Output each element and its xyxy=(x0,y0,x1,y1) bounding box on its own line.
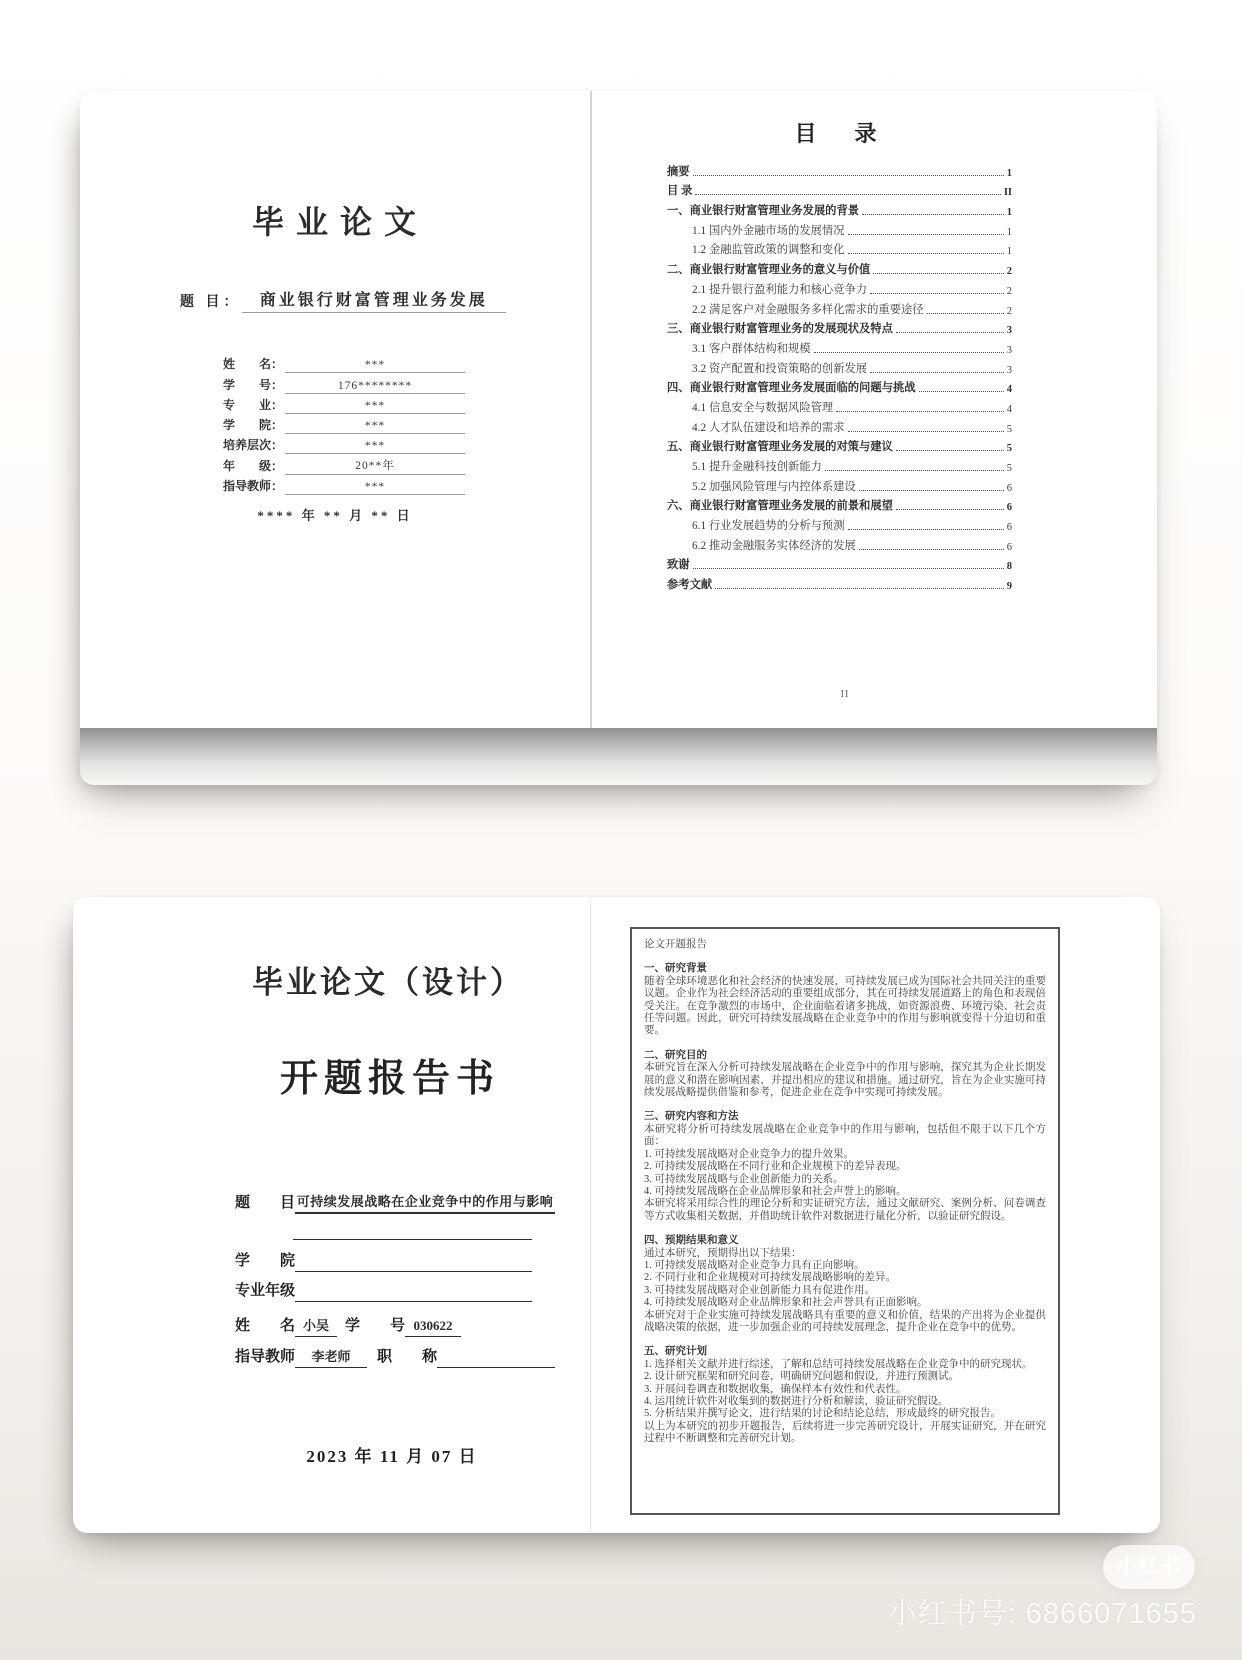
proposal-text-line: 3. 开展问卷调查和数据收集，确保样本有效性和代表性。 xyxy=(644,1383,907,1395)
toc-entry-page: 1 xyxy=(1006,207,1012,219)
toc-entry xyxy=(667,239,1012,259)
proposal-topic-row xyxy=(235,1190,555,1214)
toc-entry-page: 5 xyxy=(1006,423,1012,435)
proposal-text-line: 2. 设计研究框架和研究问卷，明确研究问题和假设，并进行预测试。 xyxy=(644,1371,959,1383)
toc-entry xyxy=(667,495,1012,515)
toc-entry-page: 2 xyxy=(1006,266,1012,278)
toc-dot-leader xyxy=(848,529,1004,530)
page-bottom-shadow xyxy=(80,728,1157,785)
field-label: 指导教师： xyxy=(223,479,284,494)
toc-entry-text: 6.1 行业发展趋势的分析与预测 xyxy=(692,520,845,533)
thesis-topic-value: 商业银行财富管理业务发展 xyxy=(242,287,507,313)
toc-entry-page: 2 xyxy=(1006,305,1012,317)
toc-entry-page: 8 xyxy=(1006,561,1012,573)
toc-dot-leader xyxy=(873,273,1003,274)
toc-dot-leader xyxy=(896,332,1004,333)
proposal-text-line: 4. 可持续发展战略对企业品牌形象和社会声誉具有正面影响。 xyxy=(644,1297,928,1309)
student-id-value: 030622 xyxy=(405,1318,461,1337)
toc-entry-page: 6 xyxy=(1006,522,1012,534)
proposal-text-line: 以上为本研究的初步开题报告，后续将进一步完善研究设计，开展实证研究，并在研究过程中不断调整和完善研究计划。 xyxy=(644,1420,1046,1445)
proposal-text-line: 4. 可持续发展战略在企业品牌形象和社会声誉上的影响。 xyxy=(644,1185,907,1197)
toc-entry xyxy=(667,377,1012,397)
toc-entry xyxy=(667,318,1012,338)
toc-dot-leader xyxy=(836,411,1004,412)
toc-title: 目 录 xyxy=(794,121,885,146)
school-blank-line xyxy=(295,1271,532,1272)
toc-entry-page: 5 xyxy=(1006,463,1012,474)
proposal-topic-value: 可持续发展战略在企业竞争中的作用与影响 xyxy=(295,1191,555,1214)
proposal-major-row xyxy=(235,1281,532,1302)
field-label: 培养层次： xyxy=(223,438,284,453)
proposal-text-line: 本研究将采用综合性的理论分析和实证研究方法，通过文献研究、案例分析、问卷调查等方式收集相关数据，并借助统计软件对数据进行量化分析，以验证研究假设。 xyxy=(644,1198,1046,1222)
page-divider xyxy=(590,91,592,728)
toc-entry-text: 参考文献 xyxy=(667,579,713,592)
thesis-document-panel xyxy=(80,91,1157,785)
proposal-date-line: 2023 年 11 月 07 日 xyxy=(306,1447,478,1466)
toc-entry xyxy=(667,219,1012,239)
thesis-cover-fields xyxy=(223,353,469,495)
toc-entry-page: 1 xyxy=(1006,167,1012,179)
toc-entry xyxy=(667,337,1012,357)
toc-dot-leader xyxy=(927,313,1004,314)
toc-entry xyxy=(667,396,1012,416)
proposal-text-line: 1. 可持续发展战略对企业竞争力的提升效果。 xyxy=(644,1148,854,1160)
toc-dot-leader xyxy=(693,568,1004,569)
proposal-name-row xyxy=(235,1316,555,1337)
toc-entry-text: 2.2 满足客户对金融服务多样化需求的重要途径 xyxy=(692,303,924,316)
toc-entry-text: 四、商业银行财富管理业务发展面临的问题与挑战 xyxy=(667,382,916,395)
proposal-text-box xyxy=(630,927,1060,1515)
name-value: 小吴 xyxy=(295,1315,337,1337)
toc-entry-text: 三、商业银行财富管理业务的发展现状及特点 xyxy=(667,323,893,336)
toc-entry xyxy=(667,475,1012,495)
proposal-title-line2: 开题报告书 xyxy=(279,1058,500,1100)
field-value: *** xyxy=(285,481,465,495)
thesis-cover-field-row xyxy=(223,414,469,434)
proposal-text-line: 四、预期结果和意义 xyxy=(644,1235,739,1247)
toc-entry-text: 3.2 资产配置和投资策略的创新发展 xyxy=(692,362,868,375)
toc-entry xyxy=(667,514,1012,534)
rank-label: 职 称 xyxy=(377,1349,438,1365)
field-label: 学 院： xyxy=(223,418,284,433)
toc-entry-page: 9 xyxy=(1006,581,1012,593)
advisor-label: 指导教师 xyxy=(235,1349,296,1365)
toc-entry xyxy=(667,258,1012,278)
field-label: 专 业： xyxy=(223,397,284,412)
toc-entry-text: 1.1 国内外金融市场的发展情况 xyxy=(692,224,845,237)
thesis-cover-field-row xyxy=(223,394,469,414)
toc-entry-page: 5 xyxy=(1006,443,1012,455)
toc-entry-page: II xyxy=(1003,187,1012,199)
toc-entry-page: 4 xyxy=(1006,384,1012,396)
toc-dot-leader xyxy=(896,450,1004,451)
toc-entry-page: 3 xyxy=(1006,344,1012,356)
toc-entry-text: 6.2 推动金融服务实体经济的发展 xyxy=(692,539,856,552)
toc-dot-leader xyxy=(870,372,1004,373)
toc-list xyxy=(667,160,1012,593)
proposal-text-line: 1. 选择相关文献并进行综述，了解和总结可持续发展战略在企业竞争中的研究现状。 xyxy=(644,1358,1033,1370)
toc-entry-page: 3 xyxy=(1006,325,1012,337)
major-blank-line xyxy=(295,1301,532,1302)
toc-entry-page: 4 xyxy=(1006,403,1012,415)
thesis-cover-field-row xyxy=(223,434,469,454)
proposal-text-line: 二、研究目的 xyxy=(644,1049,707,1061)
toc-entry-text: 五、商业银行财富管理业务发展的对策与建议 xyxy=(667,441,893,454)
toc-entry xyxy=(667,278,1012,298)
proposal-school-row xyxy=(235,1251,532,1272)
toc-dot-leader xyxy=(848,234,1004,235)
toc-entry xyxy=(667,534,1012,554)
field-label: 学 号： xyxy=(223,377,284,392)
proposal-topic-underline-2 xyxy=(293,1239,532,1240)
toc-entry xyxy=(667,160,1012,180)
proposal-text-line: 论文开题报告 xyxy=(644,939,707,950)
toc-entry-text: 2.1 提升银行盈利能力和核心竞争力 xyxy=(692,283,868,296)
toc-entry-page: 1 xyxy=(1006,246,1012,258)
toc-dot-leader xyxy=(919,391,1004,392)
proposal-topic-label: 题 目 xyxy=(235,1195,296,1211)
proposal-text-line: 随着全球环境恶化和社会经济的快速发展，可持续发展已成为国际社会共同关注的重要议题。企业作为社会经济活动的重要组成部分，其在可持续发展道路上的角色和表现倍受关注。在竞争激烈的市场中，企业面临着诸多挑战，如资源浪费、环境污染、社会责任等问题。因此，研究可持续发展战略在企业竞争中的作用与影响就变得十分迫切和重要。 xyxy=(644,975,1046,1037)
toc-entry-page: 1 xyxy=(1006,226,1012,238)
page-divider xyxy=(590,897,591,1533)
toc-entry xyxy=(667,357,1012,377)
toc-entry-page: 3 xyxy=(1006,364,1012,376)
xiaohongshu-badge: 小红书 xyxy=(1103,1545,1195,1589)
xiaohongshu-account-watermark: 小红书号: 6866071655 xyxy=(887,1598,1197,1630)
thesis-cover-field-row xyxy=(223,373,469,393)
field-value: *** xyxy=(285,420,465,434)
thesis-cover-field-row xyxy=(223,475,469,495)
toc-dot-leader xyxy=(695,194,1000,195)
field-value: 176******** xyxy=(285,380,465,394)
toc-entry-text: 目 录 xyxy=(667,185,693,198)
thesis-cover-field-row xyxy=(223,454,469,474)
toc-entry-text: 4.1 信息安全与数据风险管理 xyxy=(692,401,834,414)
proposal-document-panel xyxy=(73,897,1160,1533)
school-label: 学 院 xyxy=(235,1253,296,1269)
thesis-topic-label: 题 目： xyxy=(180,295,242,310)
field-value: *** xyxy=(285,359,465,373)
proposal-text-line: 五、研究计划 xyxy=(644,1346,707,1358)
proposal-text-line: 5. 分析结果并撰写论文，进行结果的讨论和结论总结，形成最终的研究报告。 xyxy=(644,1408,1001,1420)
toc-dot-leader xyxy=(859,490,1004,491)
field-label: 年 级： xyxy=(223,458,284,473)
proposal-text-line: 本研究旨在深入分析可持续发展战略在企业竞争中的作用与影响，探究其为企业长期发展的意义和潜在影响因素，并提出相应的建议和措施。通过研究，旨在为企业实施可持续发展战略提供借鉴和参考，促进企业在竞争中实现可持续发展。 xyxy=(644,1062,1046,1099)
toc-page-number: II xyxy=(840,689,850,700)
toc-entry xyxy=(667,298,1012,318)
toc-entry xyxy=(667,554,1012,574)
toc-entry-text: 1.2 金融监管政策的调整和变化 xyxy=(692,244,845,257)
field-value: 20**年 xyxy=(285,457,465,475)
proposal-text-line: 2. 可持续发展战略在不同行业和企业规模下的差异表现。 xyxy=(644,1161,907,1173)
rank-blank-line xyxy=(437,1367,555,1368)
proposal-text-line: 本研究将分析可持续发展战略在企业竞争中的作用与影响，包括但不限于以下几个方面： xyxy=(644,1123,1046,1148)
name-label: 姓 名 xyxy=(235,1318,296,1334)
toc-dot-leader xyxy=(870,293,1004,294)
toc-entry-text: 致谢 xyxy=(667,559,690,572)
toc-entry-page: 2 xyxy=(1006,285,1012,297)
thesis-cover-field-row xyxy=(223,353,469,373)
toc-entry xyxy=(667,199,1012,219)
proposal-text-line: 3. 可持续发展战略与企业创新能力的关系。 xyxy=(644,1173,844,1185)
toc-dot-leader xyxy=(859,549,1004,550)
thesis-date-line: **** 年 ** 月 ** 日 xyxy=(257,508,413,523)
major-grade-label: 专业年级 xyxy=(235,1283,296,1299)
toc-entry-text: 摘要 xyxy=(667,165,690,178)
toc-entry xyxy=(667,180,1012,200)
toc-entry xyxy=(667,436,1012,456)
proposal-title-line1: 毕业论文（设计） xyxy=(252,965,524,1000)
student-id-label: 学 号 xyxy=(345,1318,406,1334)
toc-entry-text: 4.2 人才队伍建设和培养的需求 xyxy=(692,421,845,434)
toc-dot-leader xyxy=(848,431,1004,432)
toc-entry-page: 6 xyxy=(1006,502,1012,514)
field-value: *** xyxy=(285,400,465,414)
field-label: 姓 名： xyxy=(223,357,284,372)
proposal-text-line: 本研究对于企业实施可持续发展战略具有重要的意义和价值，结果的产出将为企业提供战略决策的依据，进一步加强企业的可持续发展理念，提升企业在竞争中的优势。 xyxy=(644,1309,1046,1333)
proposal-advisor-row xyxy=(235,1347,555,1368)
advisor-value: 李老师 xyxy=(295,1346,367,1368)
toc-dot-leader xyxy=(715,588,1004,589)
toc-entry-page: 6 xyxy=(1006,541,1012,553)
toc-dot-leader xyxy=(896,509,1004,510)
toc-entry xyxy=(667,573,1012,593)
toc-dot-leader xyxy=(693,175,1004,176)
proposal-text-line: 1. 可持续发展战略对企业竞争力具有正向影响。 xyxy=(644,1259,865,1271)
proposal-text-line: 3. 可持续发展战略对企业创新能力具有促进作用。 xyxy=(644,1284,875,1296)
proposal-text-line: 一、研究背景 xyxy=(644,963,707,975)
toc-entry-text: 一、商业银行财富管理业务发展的背景 xyxy=(667,205,860,218)
toc-dot-leader xyxy=(848,253,1004,254)
thesis-topic-row xyxy=(180,287,506,313)
toc-entry-text: 5.2 加强风险管理与内控体系建设 xyxy=(692,480,856,493)
toc-entry xyxy=(667,416,1012,436)
field-value: *** xyxy=(285,440,465,454)
thesis-title: 毕 业 论 文 xyxy=(251,204,418,240)
toc-entry xyxy=(667,455,1012,475)
proposal-text-line: 2. 不同行业和企业规模对可持续发展战略影响的差异。 xyxy=(644,1272,896,1284)
toc-dot-leader xyxy=(825,470,1004,471)
proposal-text-line: 通过本研究，预期得出以下结果： xyxy=(644,1247,802,1259)
toc-entry-text: 5.1 提升金融科技创新能力 xyxy=(692,461,822,473)
proposal-text-line: 三、研究内容和方法 xyxy=(644,1111,739,1123)
toc-entry-text: 六、商业银行财富管理业务发展的前景和展望 xyxy=(667,500,893,513)
toc-entry-text: 3.1 客户群体结构和规模 xyxy=(692,342,811,355)
toc-dot-leader xyxy=(862,214,1004,215)
proposal-text-line: 4. 运用统计软件对收集到的数据进行分析和解读，验证研究假设。 xyxy=(644,1396,949,1407)
toc-entry-page: 6 xyxy=(1006,482,1012,494)
toc-dot-leader xyxy=(814,352,1004,353)
toc-entry-text: 二、商业银行财富管理业务的意义与价值 xyxy=(667,264,871,277)
